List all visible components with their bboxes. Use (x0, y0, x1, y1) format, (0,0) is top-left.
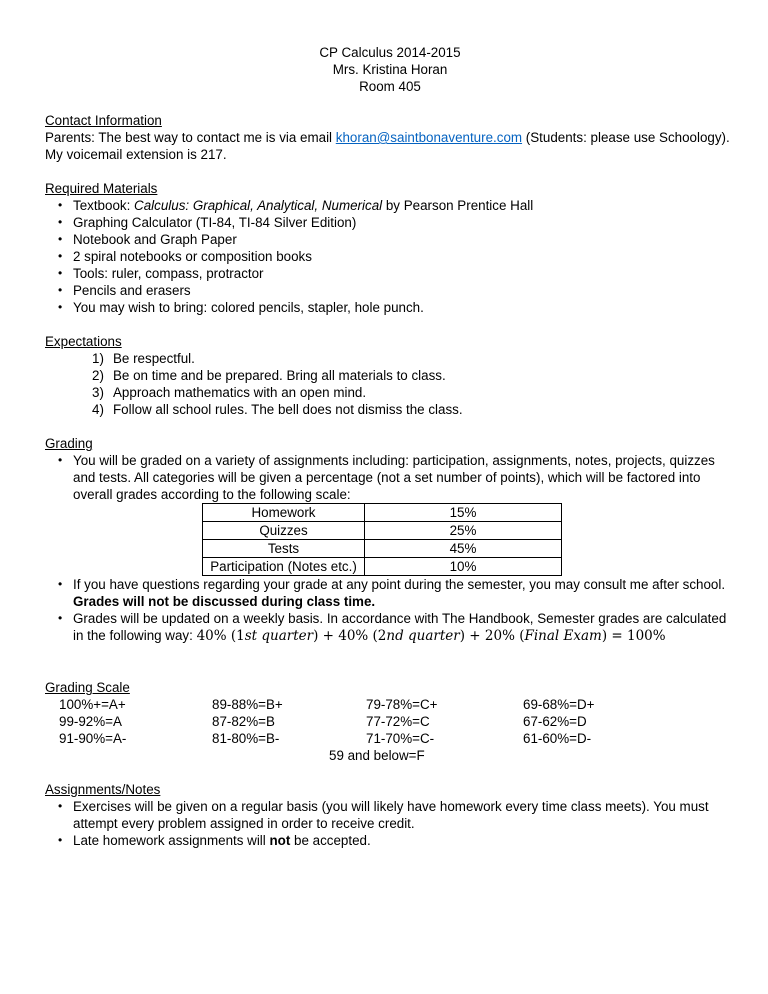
formula-part: st quarter (244, 628, 314, 644)
formula-part: ) + 20% ( (459, 628, 525, 644)
item-number: 1) (92, 351, 104, 366)
syllabus-page (45, 44, 735, 849)
scale-entry: 69-68%=D+ (523, 697, 595, 712)
list-item: • Graphing Calculator (TI-84, TI-84 Silver Edition) (45, 214, 735, 231)
list-item: • You will be graded on a variety of assignments including: participation, assignments, notes, projects, quizzes and tests. All categories will be given a percentage (not a set number of points), which will be factored into overall grades according to the following scale: (45, 452, 735, 503)
table-cell: Tests (203, 540, 365, 558)
scale-entry: 99-92%=A (59, 714, 122, 729)
scale-column-c (366, 696, 437, 747)
document-header (45, 44, 735, 95)
textbook-title: Calculus: Graphical, Analytical, Numerical (134, 198, 383, 213)
scale-entry: 87-82%=B (212, 714, 275, 729)
contact-text-after: (Students: please use Schoology). My voicemail extension is 217. (45, 130, 730, 162)
table-cell: 25% (365, 522, 562, 540)
formula-part: Final Exam (524, 628, 602, 644)
grade-formula (197, 628, 666, 644)
scale-entry: 77-72%=C (366, 714, 430, 729)
table-cell: Quizzes (203, 522, 365, 540)
textbook-suffix: by Pearson Prentice Hall (382, 198, 534, 213)
list-item (45, 401, 735, 418)
table-cell: 10% (365, 558, 562, 576)
item-number: 4) (92, 402, 104, 417)
textbook-prefix: Textbook: (73, 198, 135, 213)
expectations-section (45, 333, 735, 418)
item-number: 2) (92, 368, 104, 383)
list-item: • Exercises will be given on a regular basis (you will likely have homework every time class meets). You must attempt every problem assigned in order to receive credit. (45, 798, 735, 832)
formula-part: 40% (1 (196, 628, 245, 644)
table-cell: 15% (365, 504, 562, 522)
list-item: • Pencils and erasers (45, 282, 735, 299)
list-item: • Notebook and Graph Paper (45, 231, 735, 248)
item-text: If you have questions regarding your grade at any point during the semester, you may consult me after school. (73, 577, 726, 592)
list-item: • You may wish to bring: colored pencils, stapler, hole punch. (45, 299, 735, 316)
item-text: Late homework assignments will (73, 833, 270, 848)
formula-part: ) + 40% (2 (313, 628, 387, 644)
expectations-heading: Expectations (45, 334, 122, 349)
list-item (45, 350, 735, 367)
grading-heading: Grading (45, 436, 93, 451)
item-text: Approach mathematics with an open mind. (113, 385, 367, 400)
item-number: 3) (92, 385, 104, 400)
item-text: Be on time and be prepared. Bring all materials to class. (113, 368, 446, 383)
table-row (203, 504, 562, 522)
grading-scale-section (45, 679, 735, 764)
room-number: Room 405 (359, 79, 421, 94)
table-row (203, 540, 562, 558)
scale-column-b (212, 696, 283, 747)
list-item (45, 610, 735, 645)
contact-text (45, 129, 735, 163)
item-bold-text: Grades will not be discussed during class time. (73, 594, 376, 609)
list-item (45, 367, 735, 384)
contact-section (45, 112, 735, 163)
materials-heading: Required Materials (45, 181, 158, 196)
item-bold-text: not (269, 833, 291, 848)
formula-part: nd quarter (386, 628, 460, 644)
formula-part: ) = 100% (601, 628, 666, 644)
email-link[interactable]: khoran@saintbonaventure.com (335, 130, 523, 145)
scale-entry: 89-88%=B+ (212, 697, 283, 712)
assignments-section (45, 781, 735, 849)
item-text: be accepted. (290, 833, 371, 848)
list-item: • 2 spiral notebooks or composition books (45, 248, 735, 265)
list-item (45, 832, 735, 849)
list-item (45, 197, 735, 214)
contact-heading: Contact Information (45, 113, 162, 128)
contact-text-before: Parents: The best way to contact me is via email (45, 130, 336, 145)
list-item: • Tools: ruler, compass, protractor (45, 265, 735, 282)
list-item (45, 384, 735, 401)
grading-scale-heading: Grading Scale (45, 680, 130, 695)
grading-scale-grid (45, 696, 735, 764)
scale-entry: 81-80%=B- (212, 731, 280, 746)
table-row (203, 522, 562, 540)
scale-entry: 79-78%=C+ (366, 697, 438, 712)
item-text: Follow all school rules. The bell does not dismiss the class. (113, 402, 463, 417)
list-item (45, 576, 735, 610)
grade-weights-table (202, 503, 562, 576)
assignments-heading: Assignments/Notes (45, 782, 161, 797)
scale-column-a (59, 696, 126, 747)
materials-section (45, 180, 735, 316)
scale-entry: 67-62%=D (523, 714, 587, 729)
grading-section (45, 435, 735, 645)
scale-entry: 91-90%=A- (59, 731, 127, 746)
course-title: CP Calculus 2014-2015 (319, 45, 461, 60)
scale-column-d (523, 696, 594, 747)
scale-entry: 100%+=A+ (59, 697, 126, 712)
scale-entry: 71-70%=C- (366, 731, 435, 746)
scale-entry: 61-60%=D- (523, 731, 592, 746)
scale-fail-entry: 59 and below=F (329, 748, 425, 763)
item-text: Be respectful. (113, 351, 195, 366)
teacher-name: Mrs. Kristina Horan (332, 62, 448, 77)
item-text: Grades will be updated on a weekly basis. In accordance with The Handbook, Semester grades are calculated in the following way: (73, 611, 727, 643)
table-cell: Participation (Notes etc.) (203, 558, 365, 576)
table-cell: 45% (365, 540, 562, 558)
table-cell: Homework (203, 504, 365, 522)
table-row (203, 558, 562, 576)
